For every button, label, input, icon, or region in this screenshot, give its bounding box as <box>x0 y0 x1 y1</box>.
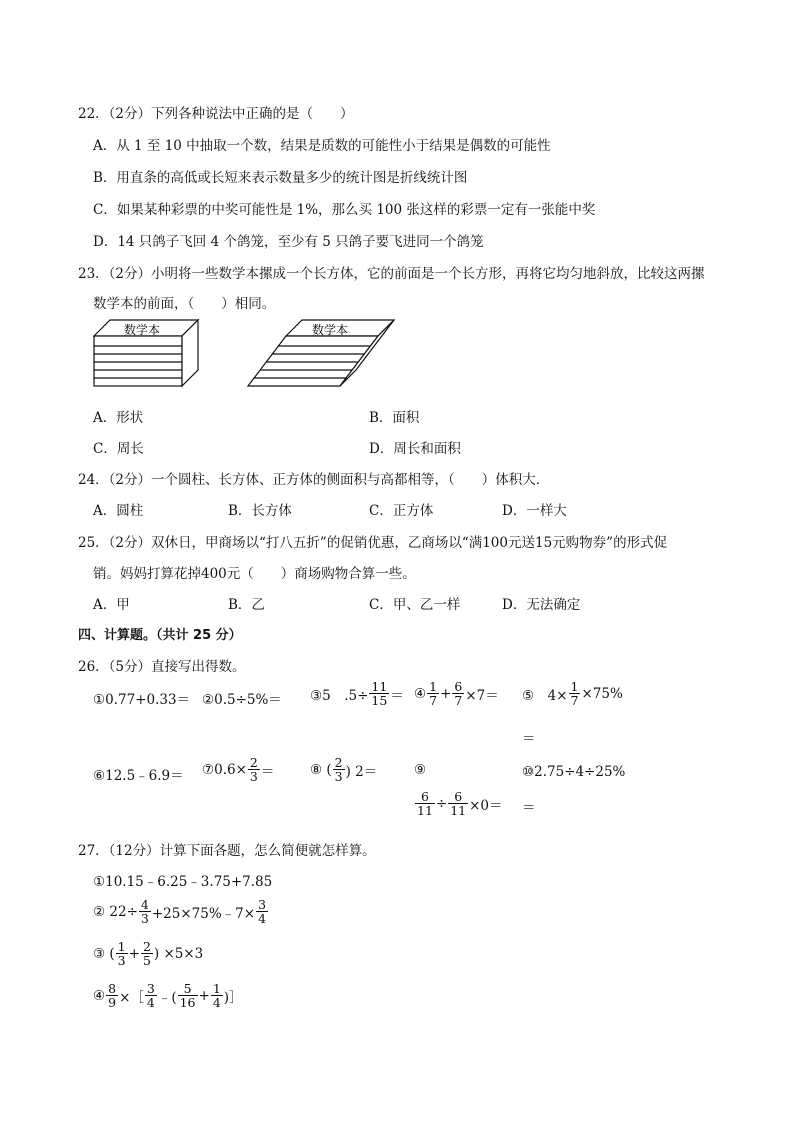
section-heading: 四、计算题。（共计 25 分） <box>78 628 242 643</box>
q22-option-b: B．用直条的高低或长短来表示数量多少的统计图是折线统计图 <box>93 170 468 186</box>
fraction: $\frac{6}{11}$ <box>450 789 467 819</box>
q24-option-c: C．正方体 <box>369 503 434 519</box>
fraction: $\frac{1}{7}$ <box>570 679 579 709</box>
q23-option-c: C．周长 <box>93 441 144 457</box>
q22-option-c: C．如果某种彩票的中奖可能性是 1%，那么买 100 张这样的彩票一定有一张能中奖 <box>93 202 596 218</box>
fraction: $\frac{5}{16}$ <box>179 981 196 1011</box>
q22-option-d: D．14 只鸽子飞回 4 个鸽笼，至少有 5 只鸽子要飞进同一个鸽笼 <box>93 234 484 250</box>
q23-stem-line2: 数学本的前面，（ ）相同。 <box>93 296 276 312</box>
q24-stem: 24．（2分）一个圆柱、长方体、正方体的侧面积与高都相等，（ ）体积大． <box>78 472 550 488</box>
fraction: $\frac{8}{9}$ <box>108 981 117 1011</box>
q22-stem: 22．（2分）下列各种说法中正确的是（ ） <box>78 106 354 122</box>
q25-option-c: C．甲、乙一样 <box>369 597 461 613</box>
fraction: $\frac{6}{11}$ <box>417 789 433 819</box>
fraction: $\frac{3}{4}$ <box>146 981 155 1011</box>
fraction: $\frac{11}{15}$ <box>371 679 388 709</box>
q25-option-d: D．无法确定 <box>502 597 581 613</box>
fraction: $\frac{2}{3}$ <box>334 755 343 785</box>
q27-expr-2: ② 22÷ $\frac{4}{3}$ +25×75%﹣7× $\frac{3}{4}$ <box>93 897 267 927</box>
q24-option-b: B．长方体 <box>228 503 292 519</box>
q26-item-8: ⑧ ( $\frac{2}{3}$ ) 2＝ <box>310 755 378 785</box>
q26-item-7: ⑦0.6× $\frac{2}{3}$ ＝ <box>202 755 275 785</box>
slanted-stack-label: 数学本 <box>312 323 349 337</box>
fraction: $\frac{2}{5}$ <box>142 939 151 969</box>
q27-stem: 27．（12分）计算下面各题，怎么简便就怎样算。 <box>78 843 376 859</box>
q26-item-10: ⑩2.75÷4÷25% <box>522 764 626 780</box>
fraction: $\frac{6}{7}$ <box>454 679 463 709</box>
q24-option-a: A．圆柱 <box>93 503 144 519</box>
q23-option-b: B．面积 <box>369 410 420 426</box>
fraction: $\frac{4}{3}$ <box>140 897 149 927</box>
book-stacks-figure <box>90 316 400 392</box>
straight-stack-label: 数学本 <box>124 323 161 337</box>
q25-stem-line2: 销。妈妈打算花掉400元（ ）商场购物合算一些。 <box>93 566 416 582</box>
q27-expr-4: ④ $\frac{8}{9}$ ×［ $\frac{3}{4}$ ﹣( $\frac{5}{16}$ + $\frac{1}{4}$ )］ <box>93 981 243 1011</box>
q26-item-1: ①0.77+0.33＝ <box>93 692 191 708</box>
q26-item-9-equals: ＝ <box>522 800 536 816</box>
q26-item-9: $\frac{6}{11}$ ÷ $\frac{6}{11}$ ×0＝ <box>417 789 503 819</box>
q25-option-b: B．乙 <box>228 597 265 613</box>
q25-stem-line1: 25．（2分）双休日，甲商场以“打八五折”的促销优惠，乙商场以“满100元送15元购物券”的形式促 <box>78 535 668 551</box>
q26-item-6: ⑥12.5﹣6.9＝ <box>93 768 184 784</box>
fraction: $\frac{1}{7}$ <box>429 679 438 709</box>
q22-option-a: A．从 1 至 10 中抽取一个数，结果是质数的可能性小于结果是偶数的可能性 <box>93 138 551 154</box>
q23-stem-line1: 23．（2分）小明将一些数学本摞成一个长方体，它的前面是一个长方形，再将它均匀地斜放，比较这两摞 <box>78 266 705 282</box>
q26-item-4: ④ $\frac{1}{7}$ + $\frac{6}{7}$ ×7＝ <box>414 679 499 709</box>
q23-option-d: D．周长和面积 <box>369 441 461 457</box>
fraction: $\frac{2}{3}$ <box>249 755 258 785</box>
q27-expr-3: ③ ( $\frac{1}{3}$ + $\frac{2}{5}$ ) ×5×3 <box>93 939 204 969</box>
q23-option-a: A．形状 <box>93 410 144 426</box>
q26-item-5-equals: ＝ <box>522 731 536 747</box>
q24-option-d: D．一样大 <box>502 503 567 519</box>
q26-stem: 26．（5分）直接写出得数。 <box>78 659 246 675</box>
q26-item-2: ②0.5÷5%＝ <box>202 692 282 708</box>
fraction: $\frac{3}{4}$ <box>258 897 267 927</box>
q27-expr-1: ①10.15﹣6.25﹣3.75+7.85 <box>93 874 273 890</box>
fraction: $\frac{1}{3}$ <box>117 939 126 969</box>
q26-item-5: ⑤ 4× $\frac{1}{7}$ ×75% <box>522 679 623 709</box>
q26-item-3: ③5 .5÷ $\frac{11}{15}$ ＝ <box>310 679 404 709</box>
q26-item-9-label: ⑨ <box>414 762 427 778</box>
q25-option-a: A．甲 <box>93 597 130 613</box>
fraction: $\frac{1}{4}$ <box>212 981 221 1011</box>
